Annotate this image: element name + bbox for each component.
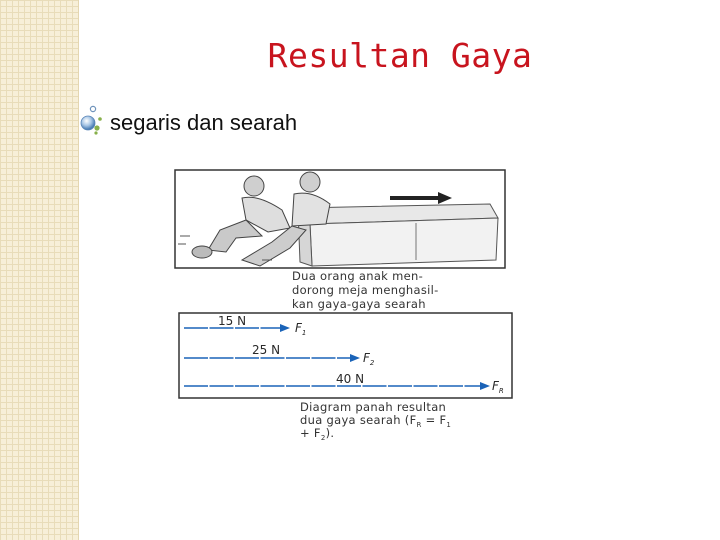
caption-bottom-line-1: Diagram panah resultan [300, 400, 447, 414]
force-symbol-2: $F_2$ [363, 351, 375, 367]
slide-title: Resultan Gaya [267, 36, 533, 75]
force-symbol-1: $F_1$ [295, 321, 307, 337]
decorative-side-strip [0, 0, 79, 540]
caption-top-line-2: dorong meja menghasil- [292, 283, 439, 297]
bullet-text: segaris dan searah [110, 110, 298, 135]
force-diagram-figure [172, 168, 514, 443]
caption-bottom-line-3: + $F_2$). [300, 426, 335, 442]
bullet-bubble-icon [76, 104, 104, 136]
caption-top-line-3: kan gaya-gaya searah [292, 297, 426, 311]
force-symbol-resultant: $F_R$ [492, 379, 504, 395]
force-diagram-svg [172, 168, 514, 443]
force-label-1: 15 N [218, 314, 247, 328]
caption-top-line-1: Dua orang anak men- [292, 269, 424, 283]
force-label-2: 25 N [252, 343, 281, 357]
caption-bottom-line-2: dua gaya searah ($F_R = F_1$ [300, 413, 452, 429]
force-label-resultant: 40 N [336, 372, 365, 386]
